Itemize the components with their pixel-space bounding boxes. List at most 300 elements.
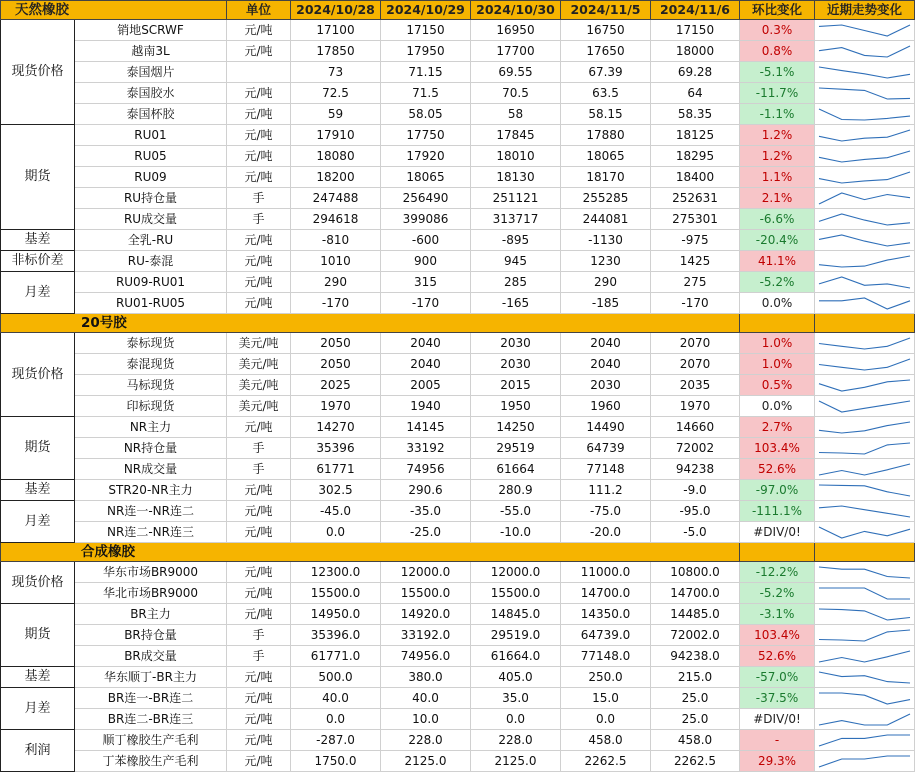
sparkline-chart (818, 65, 911, 80)
trend-sparkline (815, 230, 915, 251)
value-cell: 25.0 (651, 709, 740, 730)
section-title: 合成橡胶 (1, 543, 740, 562)
table-row (1, 251, 915, 272)
value-cell: 17950 (381, 41, 471, 62)
category-label: 月差 (1, 272, 75, 314)
sparkline-chart (818, 483, 911, 498)
value-cell: 18080 (291, 146, 381, 167)
value-cell: 17850 (291, 41, 381, 62)
table-row (1, 709, 915, 730)
sparkline-chart (818, 670, 911, 685)
item-name: 泰国烟片 (75, 62, 227, 83)
unit-cell: 手 (227, 625, 291, 646)
value-cell: 945 (471, 251, 561, 272)
item-name: NR连二-NR连三 (75, 522, 227, 543)
value-cell: 2040 (561, 333, 651, 354)
change-cell: 103.4% (740, 438, 815, 459)
value-cell: 77148.0 (561, 646, 651, 667)
value-cell: 1960 (561, 396, 651, 417)
table-row (1, 272, 915, 293)
trend-sparkline (815, 125, 915, 146)
sparkline-line (819, 338, 910, 349)
value-cell: 33192.0 (381, 625, 471, 646)
value-cell: 72002.0 (651, 625, 740, 646)
unit-cell: 美元/吨 (227, 396, 291, 417)
value-cell: 0.0 (471, 709, 561, 730)
sparkline-chart (818, 336, 911, 351)
sparkline-line (819, 609, 910, 620)
value-cell: -165 (471, 293, 561, 314)
sparkline-line (819, 46, 910, 57)
value-cell: 15500.0 (381, 583, 471, 604)
trend-sparkline (815, 480, 915, 501)
value-cell: 18295 (651, 146, 740, 167)
change-cell: #DIV/0! (740, 709, 815, 730)
sparkline-chart (818, 44, 911, 59)
item-name: RU09 (75, 167, 227, 188)
unit-cell: 元/吨 (227, 293, 291, 314)
sparkline-chart (818, 107, 911, 122)
table-row (1, 604, 915, 625)
value-cell: 10800.0 (651, 562, 740, 583)
value-cell: 405.0 (471, 667, 561, 688)
change-cell: 41.1% (740, 251, 815, 272)
value-cell: 40.0 (381, 688, 471, 709)
value-cell: 14660 (651, 417, 740, 438)
table-row (1, 459, 915, 480)
category-label: 现货价格 (1, 20, 75, 125)
value-cell: 250.0 (561, 667, 651, 688)
trend-sparkline (815, 459, 915, 480)
value-cell: 17700 (471, 41, 561, 62)
sparkline-chart (818, 607, 911, 622)
trend-sparkline (815, 438, 915, 459)
table-row (1, 230, 915, 251)
table-body (1, 1, 915, 772)
value-cell: 71.5 (381, 83, 471, 104)
sparkline-chart (818, 378, 911, 393)
item-name: BR成交量 (75, 646, 227, 667)
category-label: 利润 (1, 730, 75, 772)
table-row (1, 625, 915, 646)
unit-cell: 元/吨 (227, 480, 291, 501)
value-cell: -1130 (561, 230, 651, 251)
trend-sparkline (815, 62, 915, 83)
category-label: 月差 (1, 501, 75, 543)
sparkline-line (819, 380, 910, 391)
sparkline-chart (818, 504, 911, 519)
value-cell: 900 (381, 251, 471, 272)
item-name: 华东市场BR9000 (75, 562, 227, 583)
sparkline-chart (818, 586, 911, 601)
value-cell: 2040 (381, 333, 471, 354)
value-cell: 33192 (381, 438, 471, 459)
change-cell: 29.3% (740, 751, 815, 772)
header-row (1, 1, 915, 20)
value-cell: 228.0 (381, 730, 471, 751)
unit-cell: 元/吨 (227, 20, 291, 41)
change-cell: 0.0% (740, 293, 815, 314)
item-name: 销地SCRWF (75, 20, 227, 41)
unit-cell: 手 (227, 209, 291, 230)
value-cell: 252631 (651, 188, 740, 209)
value-cell: 2015 (471, 375, 561, 396)
change-cell: -5.2% (740, 272, 815, 293)
trend-sparkline (815, 522, 915, 543)
category-label: 现货价格 (1, 333, 75, 417)
sparkline-line (819, 67, 910, 78)
value-cell: -185 (561, 293, 651, 314)
sparkline-chart (818, 254, 911, 269)
value-cell: 18200 (291, 167, 381, 188)
value-cell: 35396.0 (291, 625, 381, 646)
sparkline-chart (818, 128, 911, 143)
sparkline-line (819, 277, 910, 288)
sparkline-line (819, 693, 910, 704)
value-cell: 40.0 (291, 688, 381, 709)
item-name: RU09-RU01 (75, 272, 227, 293)
item-name: RU05 (75, 146, 227, 167)
category-label: 期货 (1, 125, 75, 230)
item-name: 泰国杯胶 (75, 104, 227, 125)
table-row (1, 20, 915, 41)
value-cell: 61771.0 (291, 646, 381, 667)
value-cell: 18170 (561, 167, 651, 188)
value-cell: 111.2 (561, 480, 651, 501)
unit-cell: 元/吨 (227, 688, 291, 709)
item-name: 华北市场BR9000 (75, 583, 227, 604)
table-row (1, 146, 915, 167)
unit-cell: 元/吨 (227, 604, 291, 625)
value-cell: 275301 (651, 209, 740, 230)
value-cell: 1940 (381, 396, 471, 417)
value-cell: 2050 (291, 333, 381, 354)
change-cell: -12.2% (740, 562, 815, 583)
unit-cell: 元/吨 (227, 104, 291, 125)
value-cell: 1425 (651, 251, 740, 272)
sparkline-chart (818, 86, 911, 101)
value-cell: 29519 (471, 438, 561, 459)
value-cell: 399086 (381, 209, 471, 230)
sparkline-line (819, 401, 910, 412)
sparkline-line (819, 735, 910, 746)
sparkline-line (819, 756, 910, 767)
value-cell: 2125.0 (381, 751, 471, 772)
change-cell: 1.0% (740, 354, 815, 375)
sparkline-line (819, 109, 910, 120)
value-cell: 61771 (291, 459, 381, 480)
change-cell: 1.1% (740, 167, 815, 188)
sparkline-line (819, 714, 910, 725)
unit-cell: 元/吨 (227, 251, 291, 272)
value-cell: 18010 (471, 146, 561, 167)
unit-cell: 元/吨 (227, 562, 291, 583)
value-cell: 12000.0 (381, 562, 471, 583)
value-cell: 2050 (291, 354, 381, 375)
table-row (1, 501, 915, 522)
category-label: 月差 (1, 688, 75, 730)
value-cell: 1950 (471, 396, 561, 417)
table-row (1, 333, 915, 354)
change-cell: - (740, 730, 815, 751)
change-cell: -6.6% (740, 209, 815, 230)
trend-sparkline (815, 293, 915, 314)
trend-sparkline (815, 209, 915, 230)
sparkline-chart (818, 441, 911, 456)
value-cell: 500.0 (291, 667, 381, 688)
sparkline-line (819, 464, 910, 475)
value-cell: 17150 (651, 20, 740, 41)
table-row (1, 83, 915, 104)
change-cell: 0.0% (740, 396, 815, 417)
value-cell: -75.0 (561, 501, 651, 522)
section-filler (740, 314, 815, 333)
value-cell: 1970 (651, 396, 740, 417)
sparkline-chart (818, 296, 911, 311)
value-cell: 14700.0 (651, 583, 740, 604)
value-cell: 228.0 (471, 730, 561, 751)
trend-sparkline (815, 646, 915, 667)
sparkline-line (819, 235, 910, 246)
value-cell: 2030 (471, 333, 561, 354)
value-cell: 2262.5 (651, 751, 740, 772)
value-cell: 2125.0 (471, 751, 561, 772)
value-cell: 2262.5 (561, 751, 651, 772)
value-cell: 18065 (381, 167, 471, 188)
sparkline-line (819, 359, 910, 370)
col-unit: 单位 (227, 1, 291, 20)
category-label: 基差 (1, 230, 75, 251)
value-cell: 2070 (651, 354, 740, 375)
value-cell: 1750.0 (291, 751, 381, 772)
table-row (1, 688, 915, 709)
change-cell: 1.2% (740, 125, 815, 146)
value-cell: 14250 (471, 417, 561, 438)
unit-cell: 元/吨 (227, 501, 291, 522)
table-row (1, 125, 915, 146)
value-cell: -45.0 (291, 501, 381, 522)
section-filler (815, 543, 915, 562)
table-row (1, 667, 915, 688)
value-cell: 14145 (381, 417, 471, 438)
trend-sparkline (815, 146, 915, 167)
sparkline-chart (818, 525, 911, 540)
category-label: 期货 (1, 417, 75, 480)
change-cell: 0.3% (740, 20, 815, 41)
value-cell: 17845 (471, 125, 561, 146)
section-row (1, 314, 915, 333)
value-cell: -95.0 (651, 501, 740, 522)
item-name: BR持仓量 (75, 625, 227, 646)
unit-cell: 手 (227, 459, 291, 480)
value-cell: 17910 (291, 125, 381, 146)
sparkline-line (819, 130, 910, 141)
unit-cell: 元/吨 (227, 83, 291, 104)
unit-cell: 手 (227, 188, 291, 209)
value-cell: 69.28 (651, 62, 740, 83)
trend-sparkline (815, 188, 915, 209)
value-cell: 458.0 (651, 730, 740, 751)
value-cell: 18130 (471, 167, 561, 188)
value-cell: 25.0 (651, 688, 740, 709)
value-cell: -25.0 (381, 522, 471, 543)
value-cell: 64739 (561, 438, 651, 459)
section-filler (815, 314, 915, 333)
trend-sparkline (815, 272, 915, 293)
unit-cell: 元/吨 (227, 41, 291, 62)
unit-cell: 元/吨 (227, 272, 291, 293)
value-cell: 94238 (651, 459, 740, 480)
unit-cell: 元/吨 (227, 583, 291, 604)
trend-sparkline (815, 354, 915, 375)
item-name: RU成交量 (75, 209, 227, 230)
value-cell: 70.5 (471, 83, 561, 104)
trend-sparkline (815, 83, 915, 104)
sparkline-chart (818, 733, 911, 748)
change-cell: -37.5% (740, 688, 815, 709)
value-cell: 14950.0 (291, 604, 381, 625)
value-cell: 458.0 (561, 730, 651, 751)
change-cell: 2.1% (740, 188, 815, 209)
item-name: RU01 (75, 125, 227, 146)
sparkline-chart (818, 149, 911, 164)
sparkline-line (819, 651, 910, 662)
value-cell: 58.35 (651, 104, 740, 125)
item-name: NR主力 (75, 417, 227, 438)
item-name: RU01-RU05 (75, 293, 227, 314)
item-name: 丁苯橡胶生产毛利 (75, 751, 227, 772)
value-cell: 255285 (561, 188, 651, 209)
unit-cell: 元/吨 (227, 125, 291, 146)
sparkline-chart (818, 754, 911, 769)
change-cell: -3.1% (740, 604, 815, 625)
unit-cell: 元/吨 (227, 167, 291, 188)
value-cell: 290.6 (381, 480, 471, 501)
item-name: 马标现货 (75, 375, 227, 396)
value-cell: 74956 (381, 459, 471, 480)
change-cell: 0.8% (740, 41, 815, 62)
value-cell: -287.0 (291, 730, 381, 751)
trend-sparkline (815, 251, 915, 272)
category-label: 基差 (1, 667, 75, 688)
section-filler (740, 543, 815, 562)
change-cell: 1.2% (740, 146, 815, 167)
item-name: STR20-NR主力 (75, 480, 227, 501)
trend-sparkline (815, 604, 915, 625)
item-name: 泰混现货 (75, 354, 227, 375)
change-cell: 103.4% (740, 625, 815, 646)
sparkline-chart (818, 712, 911, 727)
sparkline-line (819, 88, 910, 99)
trend-sparkline (815, 688, 915, 709)
table-row (1, 480, 915, 501)
sparkline-line (819, 256, 910, 267)
value-cell: 2030 (471, 354, 561, 375)
sparkline-line (819, 25, 910, 36)
trend-sparkline (815, 751, 915, 772)
value-cell: 61664.0 (471, 646, 561, 667)
value-cell: 71.15 (381, 62, 471, 83)
value-cell: 17750 (381, 125, 471, 146)
unit-cell: 元/吨 (227, 667, 291, 688)
change-cell: -11.7% (740, 83, 815, 104)
value-cell: 18400 (651, 167, 740, 188)
category-label: 非标价差 (1, 251, 75, 272)
table-row (1, 354, 915, 375)
value-cell: 2035 (651, 375, 740, 396)
item-name: 顺丁橡胶生产毛利 (75, 730, 227, 751)
sparkline-line (819, 422, 910, 433)
value-cell: 2005 (381, 375, 471, 396)
value-cell: 15500.0 (471, 583, 561, 604)
value-cell: -170 (381, 293, 471, 314)
sparkline-chart (818, 233, 911, 248)
table-row (1, 417, 915, 438)
value-cell: 290 (561, 272, 651, 293)
change-cell: -5.1% (740, 62, 815, 83)
value-cell: 14485.0 (651, 604, 740, 625)
sparkline-chart (818, 23, 911, 38)
section-title: 20号胶 (1, 314, 740, 333)
change-cell: 2.7% (740, 417, 815, 438)
sparkline-chart (818, 420, 911, 435)
item-name: BR连一-BR连二 (75, 688, 227, 709)
category-label: 现货价格 (1, 562, 75, 604)
value-cell: -170 (291, 293, 381, 314)
table-row (1, 438, 915, 459)
unit-cell: 元/吨 (227, 730, 291, 751)
value-cell: 275 (651, 272, 740, 293)
value-cell: 2025 (291, 375, 381, 396)
sparkline-chart (818, 399, 911, 414)
value-cell: 2040 (561, 354, 651, 375)
value-cell: -975 (651, 230, 740, 251)
item-name: BR连二-BR连三 (75, 709, 227, 730)
value-cell: 294618 (291, 209, 381, 230)
sparkline-chart (818, 357, 911, 372)
value-cell: 17920 (381, 146, 471, 167)
change-cell: #DIV/0! (740, 522, 815, 543)
trend-sparkline (815, 562, 915, 583)
table-row (1, 375, 915, 396)
value-cell: 14350.0 (561, 604, 651, 625)
value-cell: 63.5 (561, 83, 651, 104)
value-cell: -9.0 (651, 480, 740, 501)
value-cell: 247488 (291, 188, 381, 209)
trend-sparkline (815, 730, 915, 751)
value-cell: 15.0 (561, 688, 651, 709)
unit-cell: 手 (227, 438, 291, 459)
value-cell: 15500.0 (291, 583, 381, 604)
value-cell: 1970 (291, 396, 381, 417)
table-row (1, 730, 915, 751)
trend-sparkline (815, 709, 915, 730)
value-cell: 12000.0 (471, 562, 561, 583)
value-cell: 59 (291, 104, 381, 125)
value-cell: 16950 (471, 20, 561, 41)
value-cell: 11000.0 (561, 562, 651, 583)
value-cell: 74956.0 (381, 646, 471, 667)
change-cell: -97.0% (740, 480, 815, 501)
trend-sparkline (815, 417, 915, 438)
table-row (1, 167, 915, 188)
value-cell: 2040 (381, 354, 471, 375)
unit-cell: 美元/吨 (227, 333, 291, 354)
sparkline-line (819, 151, 910, 162)
value-cell: 251121 (471, 188, 561, 209)
table-row (1, 62, 915, 83)
col-date: 2024/11/6 (651, 1, 740, 20)
